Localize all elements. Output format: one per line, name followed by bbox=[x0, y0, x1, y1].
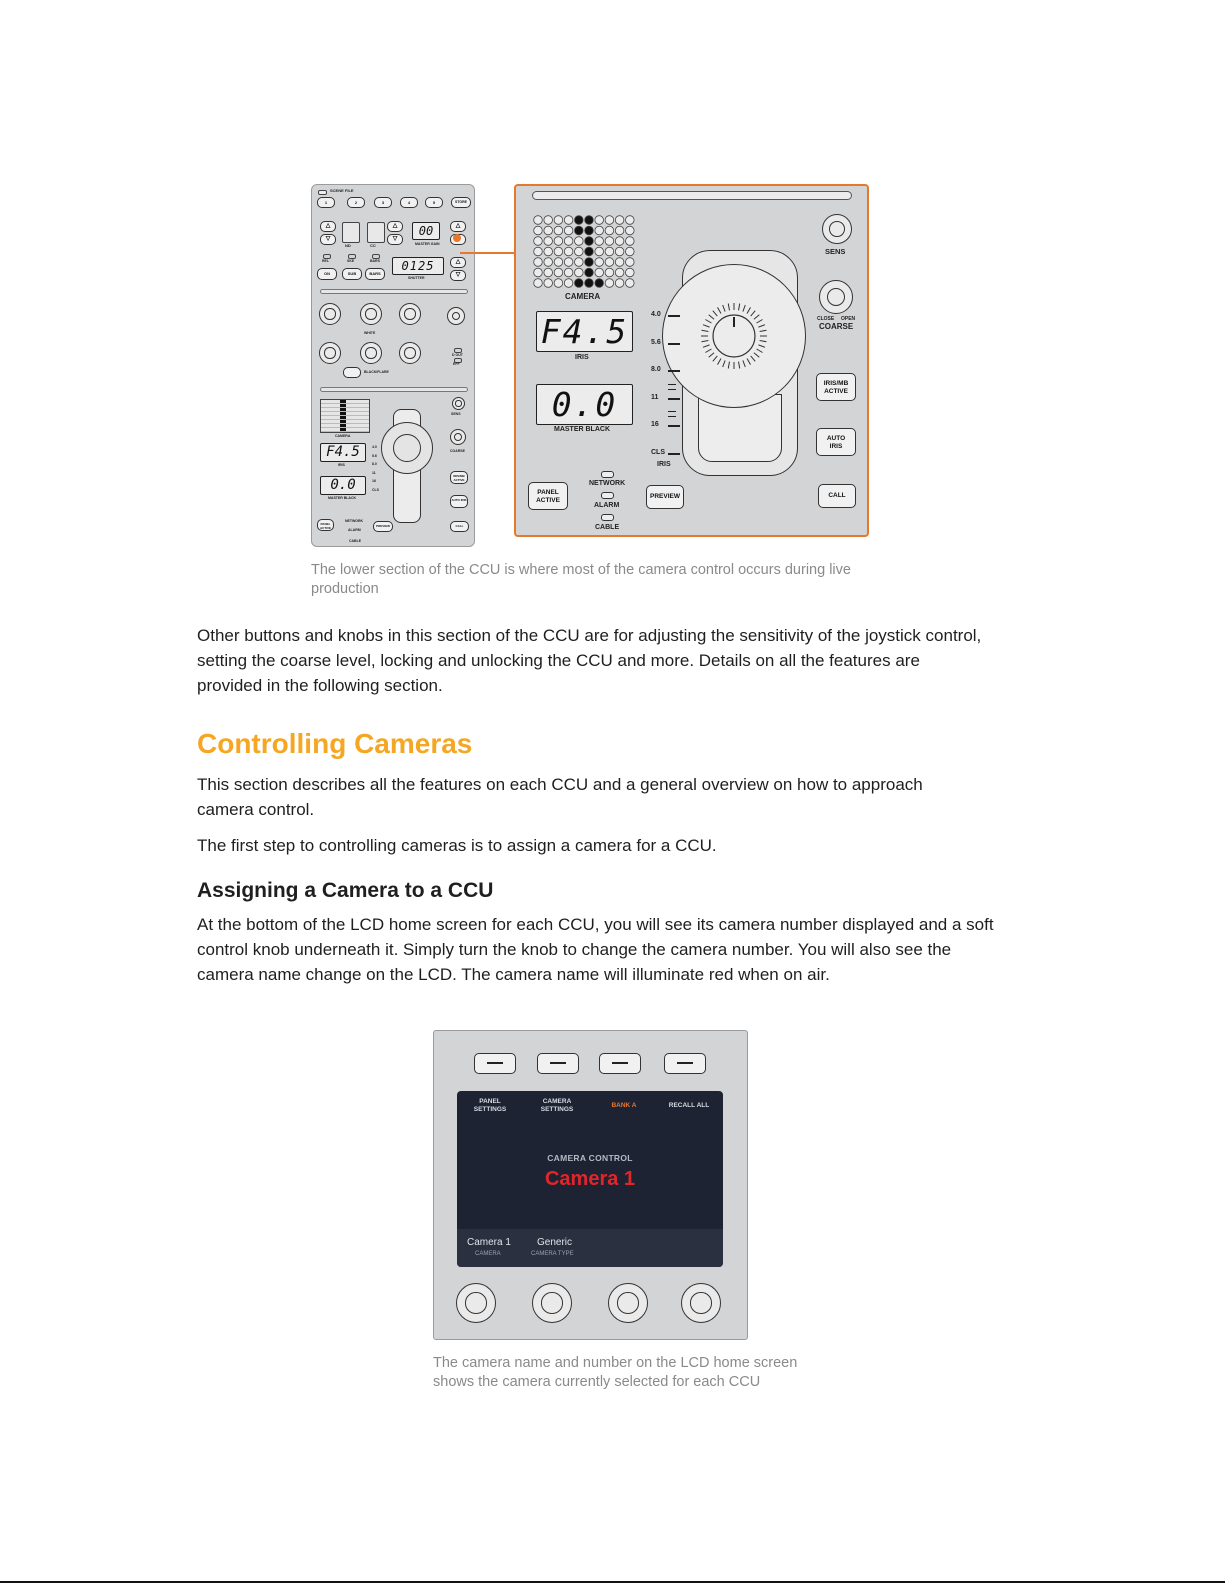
iris-scale-tick bbox=[668, 425, 680, 427]
scene-button-2[interactable]: 2 bbox=[347, 197, 365, 208]
matrix-dot bbox=[605, 226, 614, 235]
dial-tick bbox=[754, 353, 759, 357]
lcd-tab-recall-all[interactable]: RECALL ALL bbox=[668, 1102, 710, 1109]
matrix-dot bbox=[615, 237, 624, 246]
sens-label: SENS bbox=[825, 247, 846, 256]
auto-iris-button[interactable]: AUTO IRIS bbox=[816, 428, 856, 456]
matrix-dot bbox=[554, 237, 563, 246]
lcd-footer-camera-value: Camera 1 bbox=[467, 1237, 511, 1248]
ccu-panel-small bbox=[311, 184, 475, 547]
highlight-connector-line bbox=[460, 252, 515, 254]
matrix-dot bbox=[595, 216, 604, 225]
alarm-led bbox=[601, 492, 614, 499]
dial-tick bbox=[751, 356, 755, 361]
iris-scale-tick bbox=[668, 343, 680, 345]
eff-label: EFF bbox=[453, 362, 460, 366]
shutter-up-button[interactable]: △ bbox=[450, 257, 466, 268]
dial-tick bbox=[718, 307, 722, 313]
matrix-dot bbox=[595, 279, 604, 288]
up-arrow-button[interactable]: △ bbox=[320, 221, 336, 232]
paragraph-intro: Other buttons and knobs in this section of the CCU are for adjusting the sensitivity of the joystick control, setting the coarse level, locking and unlocking the CCU and more. Details on all the features are provided in the following section. bbox=[197, 626, 982, 695]
scene-button-1[interactable]: 1 bbox=[317, 197, 335, 208]
ccu-lcd-panel bbox=[433, 1030, 748, 1340]
matrix-dot bbox=[605, 237, 614, 246]
down-arrow-button[interactable]: ▽ bbox=[320, 234, 336, 245]
shutter-down-button[interactable]: ▽ bbox=[450, 270, 466, 281]
matrix-dot bbox=[534, 258, 543, 267]
ccu-panel-zoom bbox=[514, 184, 869, 537]
matrix-dot bbox=[585, 279, 594, 288]
iris-mb-active-button[interactable]: IRIS/MB ACTIVE bbox=[816, 373, 856, 401]
scale-tick: 8.0 bbox=[372, 462, 377, 466]
matrix-dot bbox=[626, 258, 635, 267]
dial-tick bbox=[757, 320, 763, 324]
on-button[interactable]: ON bbox=[317, 268, 337, 280]
lcd-tab-camera-settings[interactable]: CAMERA SETTINGS bbox=[540, 1098, 574, 1113]
iris-scale-item: 11 bbox=[651, 394, 659, 401]
coarse-knob[interactable] bbox=[819, 280, 853, 314]
soft-control-knob-4[interactable] bbox=[681, 1283, 721, 1323]
soft-button-4[interactable] bbox=[664, 1053, 706, 1074]
sens-label: SENS bbox=[451, 412, 461, 416]
iris-scale-tick-minor bbox=[668, 384, 676, 385]
sens-knob[interactable] bbox=[822, 214, 852, 244]
iris-scale-item: 8.0 bbox=[651, 366, 661, 373]
master-black-label: MASTER BLACK bbox=[328, 496, 356, 500]
dial-tick bbox=[718, 359, 722, 365]
lcd-footer-camera-label: CAMERA bbox=[475, 1251, 501, 1257]
iris-scale-tick bbox=[668, 453, 680, 455]
matrix-dot bbox=[544, 247, 553, 256]
matrix-dot bbox=[595, 247, 604, 256]
matrix-dot bbox=[554, 247, 563, 256]
matrix-dot bbox=[595, 237, 604, 246]
matrix-dot bbox=[626, 279, 635, 288]
matrix-dot bbox=[615, 216, 624, 225]
matrix-dot bbox=[575, 268, 584, 277]
matrix-dot bbox=[544, 237, 553, 246]
black-blue-knob[interactable] bbox=[399, 342, 421, 364]
iris-label: IRIS bbox=[575, 354, 589, 361]
matrix-dot bbox=[595, 258, 604, 267]
matrix-dot bbox=[564, 258, 573, 267]
coarse-label: COARSE bbox=[450, 449, 465, 453]
matrix-dot bbox=[575, 216, 584, 225]
bars-label: BARS bbox=[370, 259, 380, 263]
iris-scale-tick-minor bbox=[668, 416, 676, 417]
white-blue-knob[interactable] bbox=[399, 303, 421, 325]
matrix-dot bbox=[575, 258, 584, 267]
dial-tick bbox=[743, 305, 745, 312]
sens-knob[interactable] bbox=[452, 397, 465, 410]
iris-scale-item: CLS bbox=[651, 449, 665, 456]
matrix-dot bbox=[615, 268, 624, 277]
matrix-dot bbox=[554, 258, 563, 267]
master-gain-display: 00 bbox=[412, 222, 440, 240]
soft-control-knob-2[interactable] bbox=[532, 1283, 572, 1323]
iris-scale-tick bbox=[668, 370, 680, 372]
matrix-dot bbox=[626, 216, 635, 225]
dial-tick bbox=[705, 320, 711, 324]
matrix-dot bbox=[575, 237, 584, 246]
cc-label: CC bbox=[370, 243, 376, 248]
matrix-dot bbox=[554, 279, 563, 288]
matrix-dot bbox=[544, 226, 553, 235]
dial-tick bbox=[709, 353, 714, 357]
scale-tick: 16 bbox=[372, 479, 376, 483]
soft-control-knob-3[interactable] bbox=[608, 1283, 648, 1323]
dial-tick bbox=[705, 349, 711, 353]
divider bbox=[320, 387, 468, 392]
dial-tick bbox=[713, 356, 717, 361]
matrix-dot bbox=[564, 279, 573, 288]
matrix-dot bbox=[564, 237, 573, 246]
paragraph-section: This section describes all the features on each CCU and a general overview on how to approach camera control. bbox=[197, 775, 923, 819]
dial-tick bbox=[757, 349, 763, 353]
soft-button-1[interactable] bbox=[474, 1053, 516, 1074]
matrix-dot bbox=[626, 247, 635, 256]
scale-tick: CLS bbox=[372, 487, 379, 492]
matrix-dot bbox=[544, 258, 553, 267]
camera-label: CAMERA bbox=[565, 292, 601, 301]
call-button[interactable]: CALL bbox=[818, 484, 856, 508]
scale-tick: 4.0 bbox=[372, 445, 377, 449]
matrix-dot bbox=[534, 268, 543, 277]
camera-matrix-digit bbox=[340, 399, 346, 431]
paragraph-first-step: The first step to controlling cameras is to assign a camera for a CCU. bbox=[197, 836, 717, 855]
cc-down-button[interactable]: ▽ bbox=[387, 234, 403, 245]
scene-file-label: SCENE FILE bbox=[330, 188, 354, 193]
close-label: CLOSE bbox=[817, 316, 835, 322]
white-green-knob[interactable] bbox=[360, 303, 382, 325]
scale-tick: 11 bbox=[372, 470, 376, 475]
iris-display: F4.5 bbox=[536, 311, 633, 352]
master-black-label: MASTER BLACK bbox=[554, 426, 610, 433]
scene-button-5[interactable]: 5 bbox=[425, 197, 443, 208]
dial-tick bbox=[751, 311, 755, 316]
nd-window bbox=[342, 222, 360, 243]
camera-label: CAMERA bbox=[335, 434, 351, 438]
black-green-knob[interactable] bbox=[360, 342, 382, 364]
alarm-label: ALARM bbox=[594, 502, 620, 509]
white-label: WHITE bbox=[364, 331, 376, 335]
dial-tick bbox=[728, 362, 729, 369]
dial-tick bbox=[723, 305, 725, 312]
auto-iris-button[interactable]: AUTO IRIS bbox=[450, 495, 468, 508]
matrix-dot bbox=[554, 216, 563, 225]
matrix-dot bbox=[534, 279, 543, 288]
matrix-dot bbox=[615, 226, 624, 235]
dout-label: D OUT bbox=[452, 353, 463, 357]
soft-button-2[interactable] bbox=[537, 1053, 579, 1074]
white-red-knob[interactable] bbox=[319, 303, 341, 325]
sub-button[interactable]: SUB bbox=[342, 268, 362, 280]
dial-tick bbox=[739, 304, 740, 311]
dial-tick bbox=[702, 330, 709, 331]
scene-file-led bbox=[318, 190, 327, 195]
matrix-dot bbox=[575, 279, 584, 288]
lcd-footer bbox=[457, 1229, 723, 1267]
soft-button-3[interactable] bbox=[599, 1053, 641, 1074]
iris-scale-item: 4.0 bbox=[651, 311, 661, 318]
dial-tick bbox=[728, 304, 729, 311]
matrix-dot bbox=[585, 268, 594, 277]
page-bottom-rule bbox=[0, 1581, 1225, 1583]
dial-tick bbox=[758, 345, 765, 347]
highlight-marker-dot bbox=[453, 234, 461, 242]
dial-tick bbox=[747, 307, 751, 313]
nd-label: ND bbox=[345, 243, 351, 248]
matrix-dot bbox=[585, 216, 594, 225]
panel-active-button[interactable]: PANEL ACTIVE bbox=[317, 519, 334, 531]
cable-led bbox=[601, 514, 614, 521]
section-heading: Controlling Cameras bbox=[197, 728, 473, 759]
call-button[interactable]: CALL bbox=[450, 521, 469, 532]
matrix-dot bbox=[585, 237, 594, 246]
matrix-dot bbox=[585, 247, 594, 256]
figure-caption: The camera name and number on the LCD home screen shows the camera currently selected for each CCU bbox=[433, 1355, 798, 1390]
matrix-dot bbox=[564, 268, 573, 277]
matrix-dot bbox=[534, 247, 543, 256]
matrix-dot bbox=[554, 268, 563, 277]
matrix-dot bbox=[605, 258, 614, 267]
shutter-label: SHUTTER bbox=[408, 276, 425, 280]
master-black-display: 0.0 bbox=[536, 384, 633, 425]
soft-control-knob-1[interactable] bbox=[456, 1283, 496, 1323]
figure-caption: The lower section of the CCU is where most of the camera control occurs during live production bbox=[311, 562, 851, 597]
top-rail bbox=[532, 191, 852, 200]
dial-tick bbox=[760, 330, 767, 331]
dial-tick bbox=[747, 359, 751, 365]
store-button[interactable]: STORE bbox=[451, 197, 471, 208]
dial-tick bbox=[743, 360, 745, 367]
coarse-label: COARSE bbox=[819, 322, 854, 331]
dial-tick bbox=[703, 345, 710, 347]
matrix-dot bbox=[585, 226, 594, 235]
scale-small bbox=[372, 443, 379, 494]
dial-tick bbox=[760, 341, 767, 342]
matrix-dot bbox=[595, 268, 604, 277]
matrix-dot bbox=[534, 216, 543, 225]
master-gain-label: MASTER GAIN bbox=[415, 242, 440, 246]
black-flare-label: BLACK/FLARE bbox=[364, 370, 389, 374]
matrix-dot bbox=[575, 226, 584, 235]
preview-button[interactable]: PREVIEW bbox=[373, 521, 393, 532]
matrix-dot bbox=[564, 216, 573, 225]
network-label: NETWORK bbox=[589, 480, 626, 487]
matrix-dot bbox=[564, 226, 573, 235]
open-label: OPEN bbox=[841, 316, 856, 322]
matrix-dot bbox=[544, 279, 553, 288]
matrix-dot bbox=[626, 226, 635, 235]
matrix-dot bbox=[626, 268, 635, 277]
alarm-label: ALARM bbox=[348, 528, 361, 532]
matrix-dot bbox=[534, 237, 543, 246]
iris-scale-tick-minor bbox=[668, 411, 676, 412]
joystick-dial-ticks bbox=[694, 296, 774, 376]
matrix-dot bbox=[615, 279, 624, 288]
gain-up-button[interactable]: △ bbox=[450, 221, 466, 232]
cc-window bbox=[367, 222, 385, 243]
matrix-dot bbox=[605, 216, 614, 225]
dial-tick bbox=[723, 360, 725, 367]
iris-scale-tick bbox=[668, 398, 680, 400]
iris-scale-tick bbox=[668, 315, 680, 317]
divider bbox=[320, 289, 468, 294]
matrix-dot bbox=[626, 237, 635, 246]
dial-tick bbox=[739, 362, 740, 369]
paragraph-assigning: At the bottom of the LCD home screen for each CCU, you will see its camera number displayed and a soft control knob underneath it. Simply turn the knob to change the camera number. You will also see the camera name change on the LCD. The camera name will illuminate red when on air. bbox=[197, 915, 994, 984]
iris-label: IRIS bbox=[338, 463, 345, 467]
aux-knob[interactable] bbox=[447, 307, 465, 325]
matrix-dot bbox=[564, 247, 573, 256]
iris-display: F4.5 bbox=[320, 443, 366, 462]
dial-tick bbox=[758, 325, 765, 327]
bars-button[interactable]: BARS bbox=[365, 268, 385, 280]
black-flare-button[interactable] bbox=[343, 367, 361, 378]
black-red-knob[interactable] bbox=[319, 342, 341, 364]
master-black-display: 0.0 bbox=[320, 476, 366, 495]
lcd-footer-type-label: CAMERA TYPE bbox=[531, 1251, 574, 1257]
matrix-dot bbox=[554, 226, 563, 235]
dial-tick bbox=[754, 315, 759, 319]
lcd-tab-panel-settings[interactable]: PANEL SETTINGS bbox=[473, 1098, 507, 1113]
coarse-knob[interactable] bbox=[450, 429, 466, 445]
matrix-dot bbox=[605, 279, 614, 288]
matrix-dot bbox=[544, 216, 553, 225]
network-label: NETWORK bbox=[345, 519, 364, 523]
lcd-camera-name: Camera 1 bbox=[544, 1168, 636, 1190]
dial-tick bbox=[713, 311, 717, 316]
cable-label: CABLE bbox=[349, 539, 362, 543]
iris-scale-item: 16 bbox=[651, 421, 659, 428]
dial-tick bbox=[702, 341, 709, 342]
lcd-tab-bank-a[interactable]: BANK A bbox=[611, 1102, 637, 1109]
network-led bbox=[601, 471, 614, 478]
matrix-dot bbox=[605, 268, 614, 277]
iris-scale-tick-minor bbox=[668, 389, 676, 390]
dial-tick bbox=[709, 315, 714, 319]
matrix-dot bbox=[615, 247, 624, 256]
cc-up-button[interactable]: △ bbox=[387, 221, 403, 232]
scale-tick: 5.6 bbox=[372, 453, 377, 458]
camera-dot-matrix bbox=[532, 214, 636, 290]
lcd-screen bbox=[457, 1091, 723, 1267]
matrix-dot bbox=[605, 247, 614, 256]
cable-label: CABLE bbox=[595, 524, 620, 531]
matrix-dot bbox=[595, 226, 604, 235]
lcd-footer-type-value: Generic bbox=[537, 1237, 573, 1248]
scene-button-3[interactable]: 3 bbox=[374, 197, 392, 208]
iris-mb-active-button[interactable]: IRIS/MB ACTIVE bbox=[450, 471, 468, 484]
joystick-knob-small[interactable] bbox=[381, 422, 433, 474]
shutter-display: 0125 bbox=[392, 257, 444, 275]
panel-active-button[interactable]: PANEL ACTIVE bbox=[528, 482, 568, 510]
lcd-title: CAMERA CONTROL bbox=[547, 1153, 633, 1163]
rel-label: REL bbox=[322, 259, 329, 263]
ske-label: SKE bbox=[347, 259, 355, 263]
matrix-dot bbox=[534, 226, 543, 235]
matrix-dot bbox=[585, 258, 594, 267]
dial-tick bbox=[703, 325, 710, 327]
matrix-dot bbox=[615, 258, 624, 267]
subsection-heading: Assigning a Camera to a CCU bbox=[197, 879, 494, 902]
iris-scale-item: 5.6 bbox=[651, 339, 661, 346]
scene-button-4[interactable]: 4 bbox=[400, 197, 418, 208]
matrix-dot bbox=[575, 247, 584, 256]
preview-button[interactable]: PREVIEW bbox=[646, 485, 684, 509]
iris-scale-label: IRIS bbox=[657, 461, 671, 468]
matrix-dot bbox=[544, 268, 553, 277]
